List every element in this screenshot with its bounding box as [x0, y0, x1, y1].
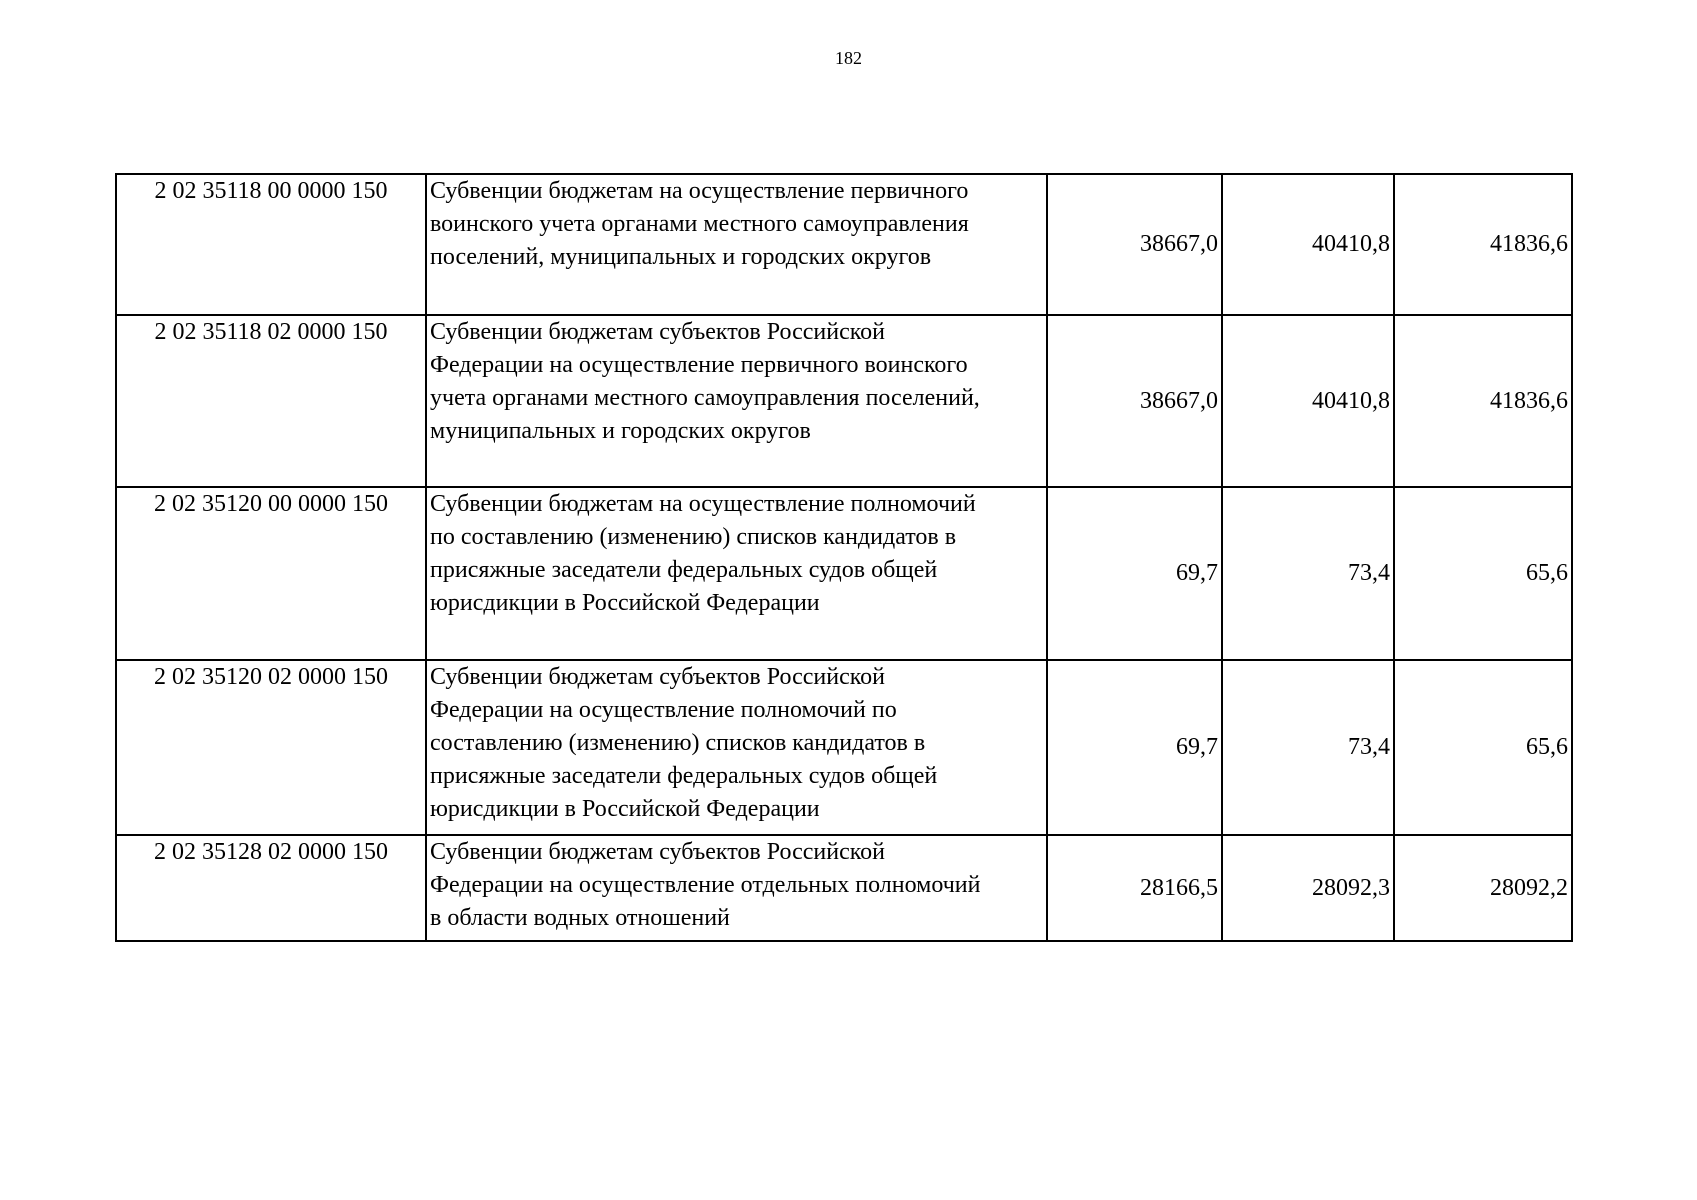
- value-col-3: 41836,6: [1394, 315, 1572, 487]
- description-line: Субвенции бюджетам субъектов Российской: [430, 839, 886, 865]
- value-col-3: 65,6: [1394, 487, 1572, 660]
- table-row: [116, 835, 1572, 941]
- description-line: Субвенции бюджетам на осуществление полномочий: [430, 491, 976, 517]
- description-line: Субвенции бюджетам субъектов Российской: [430, 319, 886, 345]
- page-number: 182: [835, 48, 862, 68]
- description-line: юрисдикции в Российской Федерации: [430, 796, 820, 822]
- value-col-2: 73,4: [1222, 660, 1394, 835]
- value-col-3: 28092,2: [1394, 835, 1572, 941]
- description-line: Субвенции бюджетам субъектов Российской: [430, 664, 886, 690]
- description-line: юрисдикции в Российской Федерации: [430, 590, 820, 616]
- row-code: 2 02 35128 02 0000 150: [116, 835, 426, 941]
- description-line: Федерации на осуществление полномочий по: [430, 697, 897, 723]
- row-description: [426, 174, 1047, 315]
- description-line: воинского учета органами местного самоуправления: [430, 211, 969, 237]
- description-line: Федерации на осуществление первичного воинского: [430, 352, 968, 378]
- description-line: поселений, муниципальных и городских округов: [430, 244, 932, 270]
- value-col-1: 28166,5: [1047, 835, 1222, 941]
- table-row: [116, 487, 1572, 660]
- value-col-3: 41836,6: [1394, 174, 1572, 315]
- row-description: [426, 487, 1047, 660]
- row-code: 2 02 35120 02 0000 150: [116, 660, 426, 835]
- row-code: 2 02 35118 00 0000 150: [116, 174, 426, 315]
- description-line: муниципальных и городских округов: [430, 418, 811, 444]
- row-description: [426, 660, 1047, 835]
- value-col-2: 28092,3: [1222, 835, 1394, 941]
- row-description: [426, 315, 1047, 487]
- value-col-1: 38667,0: [1047, 174, 1222, 315]
- value-col-1: 38667,0: [1047, 315, 1222, 487]
- table-row: [116, 315, 1572, 487]
- description-line: Субвенции бюджетам на осуществление первичного: [430, 178, 969, 204]
- value-col-3: 65,6: [1394, 660, 1572, 835]
- description-line: присяжные заседатели федеральных судов общей: [430, 557, 938, 583]
- value-col-2: 73,4: [1222, 487, 1394, 660]
- row-code: 2 02 35120 00 0000 150: [116, 487, 426, 660]
- value-col-1: 69,7: [1047, 487, 1222, 660]
- table-row: [116, 660, 1572, 835]
- description-line: по составлению (изменению) списков кандидатов в: [430, 524, 957, 550]
- row-code: 2 02 35118 02 0000 150: [116, 315, 426, 487]
- table-row: [116, 174, 1572, 315]
- value-col-1: 69,7: [1047, 660, 1222, 835]
- row-description: [426, 835, 1047, 941]
- budget-table: [115, 173, 1573, 942]
- description-line: учета органами местного самоуправления поселений,: [430, 385, 980, 411]
- value-col-2: 40410,8: [1222, 315, 1394, 487]
- description-line: в области водных отношений: [430, 905, 730, 931]
- value-col-2: 40410,8: [1222, 174, 1394, 315]
- description-line: составлению (изменению) списков кандидатов в: [430, 730, 926, 756]
- description-line: Федерации на осуществление отдельных полномочий: [430, 872, 981, 898]
- description-line: присяжные заседатели федеральных судов общей: [430, 763, 938, 789]
